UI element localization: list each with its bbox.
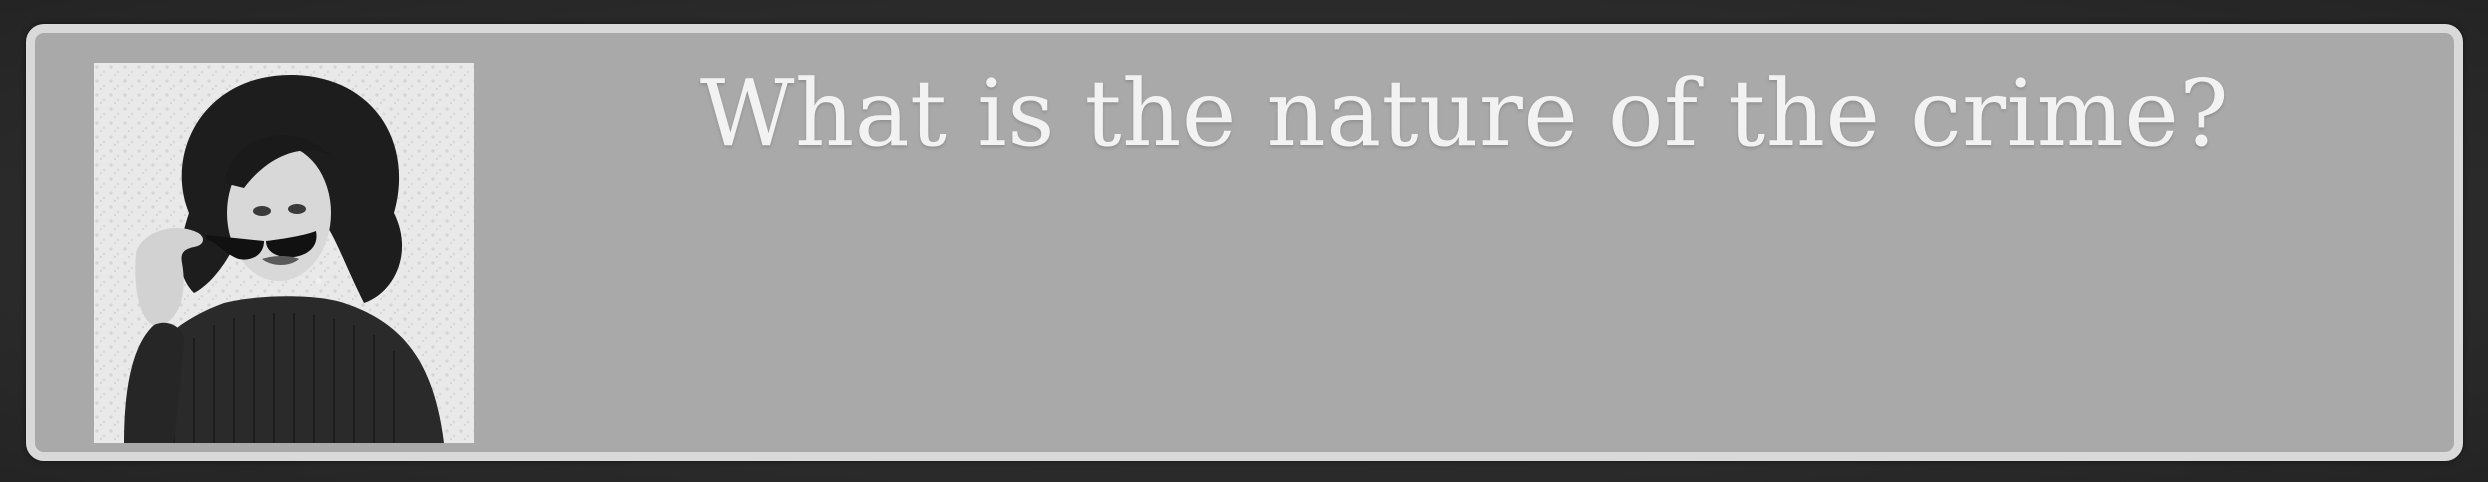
dialog-question-text: What is the nature of the crime? bbox=[699, 60, 2230, 167]
dialog-panel bbox=[26, 24, 2463, 461]
portrait-image bbox=[94, 63, 474, 443]
character-portrait bbox=[94, 63, 474, 443]
